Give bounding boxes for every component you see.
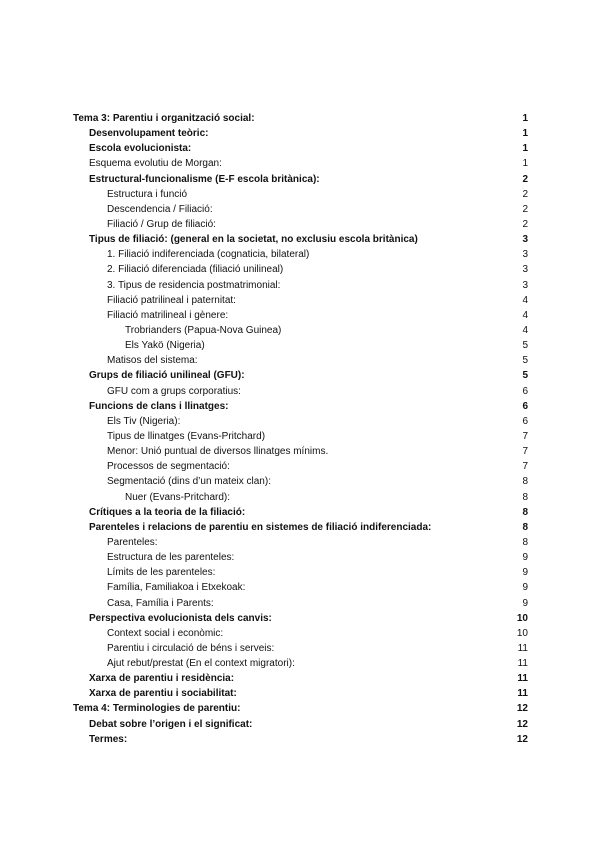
toc-entry-title: Parenteles i relacions de parentiu en sistemes de filiació indiferenciada: — [89, 521, 432, 533]
toc-entry-page-number: 6 — [522, 415, 528, 427]
toc-entry-title: Termes: — [89, 733, 128, 745]
toc-entry-page-number: 6 — [522, 400, 528, 412]
toc-entry-page-number: 10 — [516, 627, 528, 639]
toc-entry[interactable] — [73, 278, 528, 293]
toc-entry[interactable] — [73, 141, 528, 156]
toc-entry[interactable] — [73, 323, 528, 338]
toc-entry-title: Estructural-funcionalisme (E-F escola britànica): — [89, 173, 320, 185]
toc-entry[interactable] — [73, 505, 528, 520]
toc-entry-page-number: 12 — [516, 718, 528, 730]
toc-entry[interactable] — [73, 611, 528, 626]
toc-entry-page-number: 4 — [522, 309, 528, 321]
toc-entry-title: Debat sobre l’origen i el significat: — [89, 718, 253, 730]
toc-entry[interactable] — [73, 187, 528, 202]
toc-entry-page-number: 8 — [522, 536, 528, 548]
toc-entry-title: Context social i econòmic: — [107, 627, 224, 639]
toc-entry-page-number: 1 — [522, 113, 528, 124]
toc-entry[interactable] — [73, 459, 528, 474]
toc-entry[interactable] — [73, 580, 528, 595]
toc-entry[interactable] — [73, 262, 528, 277]
toc-entry-page-number: 11 — [517, 688, 528, 700]
toc-entry-title: Família, Familiakoa i Etxekoak: — [107, 582, 246, 594]
toc-entry[interactable] — [73, 671, 528, 686]
toc-entry[interactable] — [73, 520, 528, 535]
toc-entry-page-number: 7 — [522, 446, 528, 458]
toc-entry-title: Filiació patrilineal i paternitat: — [107, 294, 236, 306]
toc-entry-title: Descendencia / Filiació: — [107, 203, 213, 215]
toc-entry-title: Processos de segmentació: — [107, 461, 230, 473]
toc-entry[interactable] — [73, 565, 528, 580]
toc-entry-page-number: 5 — [522, 370, 528, 382]
toc-entry-title: Esquema evolutiu de Morgan: — [89, 158, 222, 170]
toc-entry-title: 3. Tipus de residencia postmatrimonial: — [107, 279, 281, 291]
toc-entry[interactable] — [73, 338, 528, 353]
toc-entry-title: Menor: Unió puntual de diversos llinatges mínims. — [107, 446, 329, 458]
toc-entry-title: Filiació matrilineal i gènere: — [107, 309, 229, 321]
toc-entry-page-number: 9 — [522, 582, 528, 594]
toc-entry-title: Parenteles: — [107, 536, 158, 548]
toc-entry-title: Ajut rebut/prestat (En el context migratori): — [107, 658, 295, 670]
toc-entry[interactable] — [73, 429, 528, 444]
toc-entry-page-number: 3 — [522, 279, 528, 291]
toc-entry-page-number: 7 — [522, 461, 528, 473]
toc-entry[interactable] — [73, 641, 528, 656]
toc-entry[interactable] — [73, 399, 528, 414]
toc-entry[interactable] — [73, 156, 528, 171]
toc-entry[interactable] — [73, 172, 528, 187]
toc-entry-title: Trobrianders (Papua-Nova Guinea) — [125, 324, 282, 336]
toc-entry[interactable] — [73, 293, 528, 308]
toc-entry-page-number: 2 — [522, 173, 528, 185]
toc-entry-title: 2. Filiació diferenciada (filiació unilineal) — [107, 264, 284, 276]
toc-entry-page-number: 7 — [522, 430, 528, 442]
toc-entry-title: Desenvolupament teòric: — [89, 128, 209, 140]
toc-entry[interactable] — [73, 217, 528, 232]
toc-entry-title: Grups de filiació unilineal (GFU): — [89, 370, 245, 382]
toc-entry-page-number: 3 — [522, 264, 528, 276]
toc-entry-title: Funcions de clans i llinatges: — [89, 400, 229, 412]
toc-entry[interactable] — [73, 111, 528, 126]
toc-entry-page-number: 4 — [522, 324, 528, 336]
toc-entry-page-number: 10 — [516, 612, 528, 624]
toc-entry[interactable] — [73, 308, 528, 323]
toc-entry-title: 1. Filiació indiferenciada (cognaticia, bilateral) — [107, 249, 310, 261]
toc-entry[interactable] — [73, 126, 528, 141]
toc-entry-title: Estructura i funció — [107, 188, 188, 200]
toc-entry-page-number: 5 — [522, 355, 528, 367]
toc-entry-page-number: 8 — [522, 476, 528, 488]
toc-entry-page-number: 9 — [522, 552, 528, 564]
toc-entry[interactable] — [73, 384, 528, 399]
toc-entry-title: Estructura de les parenteles: — [107, 552, 235, 564]
toc-entry[interactable] — [73, 444, 528, 459]
toc-entry-title: Nuer (Evans-Pritchard): — [125, 491, 231, 503]
toc-entry-page-number: 3 — [522, 234, 528, 246]
toc-entry-title: Xarxa de parentiu i sociabilitat: — [89, 688, 237, 700]
toc-entry-title: Parentiu i circulació de béns i serveis: — [107, 642, 275, 654]
toc-entry-title: Casa, Família i Parents: — [107, 597, 214, 609]
toc-entry-title: Crítiques a la teoria de la filiació: — [89, 506, 246, 518]
toc-entry-title: Tema 3: Parentiu i organització social: — [73, 113, 255, 124]
toc-entry-title: Tipus de filiació: (general en la societat, no exclusiu escola britànica) — [89, 234, 418, 246]
toc-entry[interactable] — [73, 232, 528, 247]
table-of-contents — [73, 111, 528, 747]
toc-entry-title: Segmentació (dins d’un mateix clan): — [107, 476, 271, 488]
toc-entry-page-number: 2 — [522, 188, 528, 200]
toc-entry-title: Els Tiv (Nigeria): — [107, 415, 181, 427]
toc-entry-page-number: 3 — [522, 249, 528, 261]
toc-entry[interactable] — [73, 353, 528, 368]
toc-entry-page-number: 12 — [516, 703, 528, 715]
toc-entry[interactable] — [73, 596, 528, 611]
toc-entry[interactable] — [73, 717, 528, 732]
toc-entry-title: Tema 4: Terminologies de parentiu: — [73, 703, 241, 715]
toc-entry[interactable] — [73, 656, 528, 671]
toc-entry-page-number: 11 — [517, 642, 528, 654]
toc-entry-title: Xarxa de parentiu i residència: — [89, 673, 235, 685]
toc-entry[interactable] — [73, 535, 528, 550]
toc-entry-page-number: 9 — [522, 597, 528, 609]
toc-entry-page-number: 12 — [516, 733, 528, 745]
toc-entry-page-number: 9 — [522, 567, 528, 579]
toc-entry-page-number: 6 — [522, 385, 528, 397]
toc-entry-page-number: 11 — [517, 673, 528, 685]
toc-entry-title: Filiació / Grup de filiació: — [107, 218, 216, 230]
toc-entry-page-number: 8 — [522, 506, 528, 518]
toc-entry[interactable] — [73, 474, 528, 489]
toc-entry-title: Els Yakö (Nigeria) — [125, 340, 205, 352]
toc-entry-title: Escola evolucionista: — [89, 143, 192, 155]
toc-entry[interactable] — [73, 368, 528, 383]
toc-entry-page-number: 1 — [522, 143, 528, 155]
toc-entry[interactable] — [73, 626, 528, 641]
toc-entry[interactable] — [73, 490, 528, 505]
toc-entry-page-number: 8 — [522, 491, 528, 503]
toc-entry-title: Límits de les parenteles: — [107, 567, 216, 579]
toc-entry-page-number: 2 — [522, 203, 528, 215]
toc-entry-page-number: 1 — [522, 158, 528, 170]
toc-entry-page-number: 11 — [517, 658, 528, 670]
toc-entry-page-number: 4 — [522, 294, 528, 306]
toc-entry-title: GFU com a grups corporatius: — [107, 385, 241, 397]
toc-entry[interactable] — [73, 202, 528, 217]
toc-entry[interactable] — [73, 686, 528, 701]
toc-entry-page-number: 2 — [522, 218, 528, 230]
toc-entry-page-number: 8 — [522, 521, 528, 533]
toc-entry-page-number: 1 — [522, 128, 528, 140]
toc-entry-page-number: 5 — [522, 340, 528, 352]
toc-entry[interactable] — [73, 414, 528, 429]
toc-entry-title: Tipus de llinatges (Evans-Pritchard) — [107, 430, 266, 442]
toc-entry-title: Matisos del sistema: — [107, 355, 198, 367]
toc-entry[interactable] — [73, 732, 528, 747]
toc-entry[interactable] — [73, 550, 528, 565]
toc-entry[interactable] — [73, 247, 528, 262]
toc-entry[interactable] — [73, 701, 528, 716]
toc-entry-title: Perspectiva evolucionista dels canvis: — [89, 612, 272, 624]
